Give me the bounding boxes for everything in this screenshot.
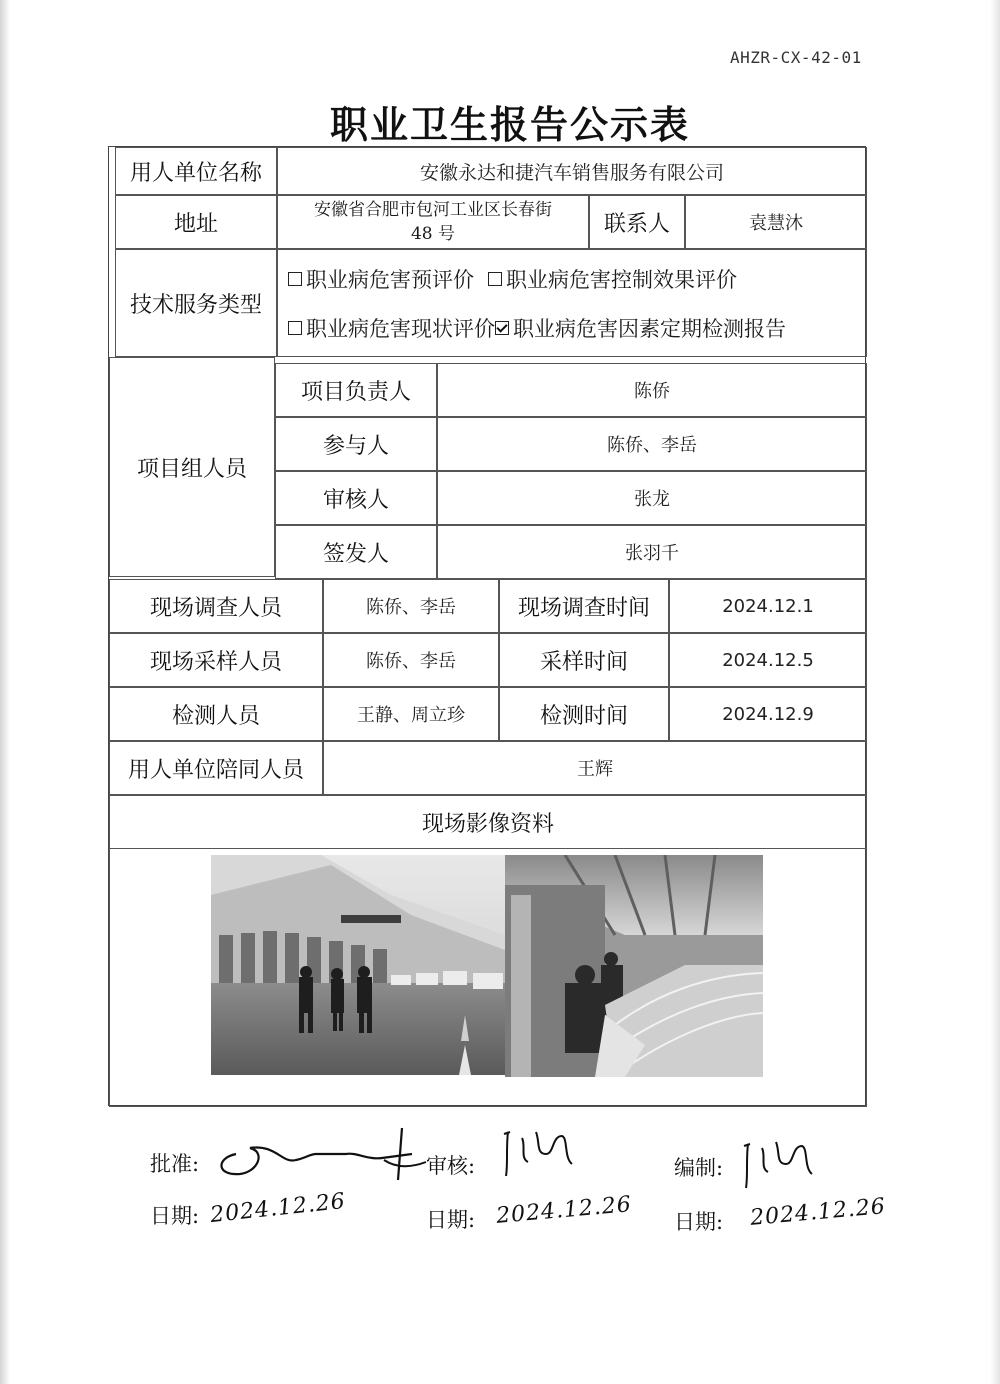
team-name-issuer: 张羽千	[437, 525, 867, 579]
testing-people: 王静、周立珍	[323, 687, 499, 741]
review-date-handwritten: 2024.12.26	[495, 1192, 633, 1229]
compile-signature	[736, 1132, 826, 1192]
contact-value: 袁慧沐	[685, 195, 867, 249]
sampling-time: 2024.12.5	[669, 633, 867, 687]
page-edge-shadow	[0, 0, 10, 1384]
team-label: 项目组人员	[109, 357, 275, 577]
page-edge-shadow	[990, 0, 1000, 1384]
checked-box-icon	[495, 321, 509, 335]
service-option-control-effect-evaluation: 职业病危害控制效果评价	[488, 264, 737, 294]
compile-label: 编制:	[674, 1156, 724, 1180]
unchecked-box-icon	[288, 321, 302, 335]
employer-label: 用人单位名称	[115, 147, 277, 195]
testing-time: 2024.12.9	[669, 687, 867, 741]
team-role-lead: 项目负责人	[275, 363, 437, 417]
team-name-participant: 陈侨、李岳	[437, 417, 867, 471]
site-photo-showroom	[211, 855, 505, 1075]
sampling-label: 现场采样人员	[109, 633, 323, 687]
service-options-line-2	[288, 313, 800, 343]
survey-label: 现场调查人员	[109, 579, 323, 633]
sampling-people: 陈侨、李岳	[323, 633, 499, 687]
team-role-reviewer: 审核人	[275, 471, 437, 525]
review-signature	[496, 1124, 586, 1180]
document-code: AHZR-CX-42-01	[730, 48, 862, 67]
service-type-options	[277, 249, 867, 357]
approve-label: 批准:	[150, 1152, 200, 1176]
address-line-1: 安徽省合肥市包河工业区长春街	[314, 200, 552, 220]
sampling-time-label: 采样时间	[499, 633, 669, 687]
workshop-photo-image	[505, 855, 763, 1077]
survey-time: 2024.12.1	[669, 579, 867, 633]
showroom-photo-image	[211, 855, 505, 1075]
address-label: 地址	[115, 195, 277, 249]
service-option-pre-evaluation: 职业病危害预评价	[288, 264, 474, 294]
review-label: 审核:	[426, 1154, 476, 1178]
team-role-issuer: 签发人	[275, 525, 437, 579]
survey-people: 陈侨、李岳	[323, 579, 499, 633]
service-option-status-evaluation: 职业病危害现状评价	[288, 313, 495, 343]
team-name-lead: 陈侨	[437, 363, 867, 417]
employer-value: 安徽永达和捷汽车销售服务有限公司	[277, 147, 867, 195]
approve-date-label: 日期:	[150, 1204, 200, 1228]
unchecked-box-icon	[288, 272, 302, 286]
team-name-reviewer: 张龙	[437, 471, 867, 525]
service-type-label: 技术服务类型	[115, 249, 277, 357]
address-line-2: 48 号	[410, 224, 456, 244]
service-options-line-1	[288, 264, 751, 294]
escort-value: 王辉	[323, 741, 867, 795]
survey-time-label: 现场调查时间	[499, 579, 669, 633]
unchecked-box-icon	[488, 272, 502, 286]
page-title: 职业卫生报告公示表	[329, 102, 690, 147]
approve-date-handwritten: 2024.12.26	[209, 1188, 347, 1229]
compile-date-label: 日期:	[674, 1210, 724, 1234]
address-value	[277, 195, 589, 249]
approve-signature	[206, 1124, 436, 1184]
site-photo-workshop	[505, 855, 763, 1077]
team-role-participant: 参与人	[275, 417, 437, 471]
photos-label: 现场影像资料	[109, 795, 867, 849]
service-option-periodic-testing: 职业病危害因素定期检测报告	[495, 313, 786, 343]
escort-label: 用人单位陪同人员	[109, 741, 323, 795]
review-date-label: 日期:	[426, 1208, 476, 1232]
testing-time-label: 检测时间	[499, 687, 669, 741]
contact-label: 联系人	[589, 195, 685, 249]
testing-label: 检测人员	[109, 687, 323, 741]
compile-date-handwritten: 2024.12.26	[749, 1194, 887, 1231]
